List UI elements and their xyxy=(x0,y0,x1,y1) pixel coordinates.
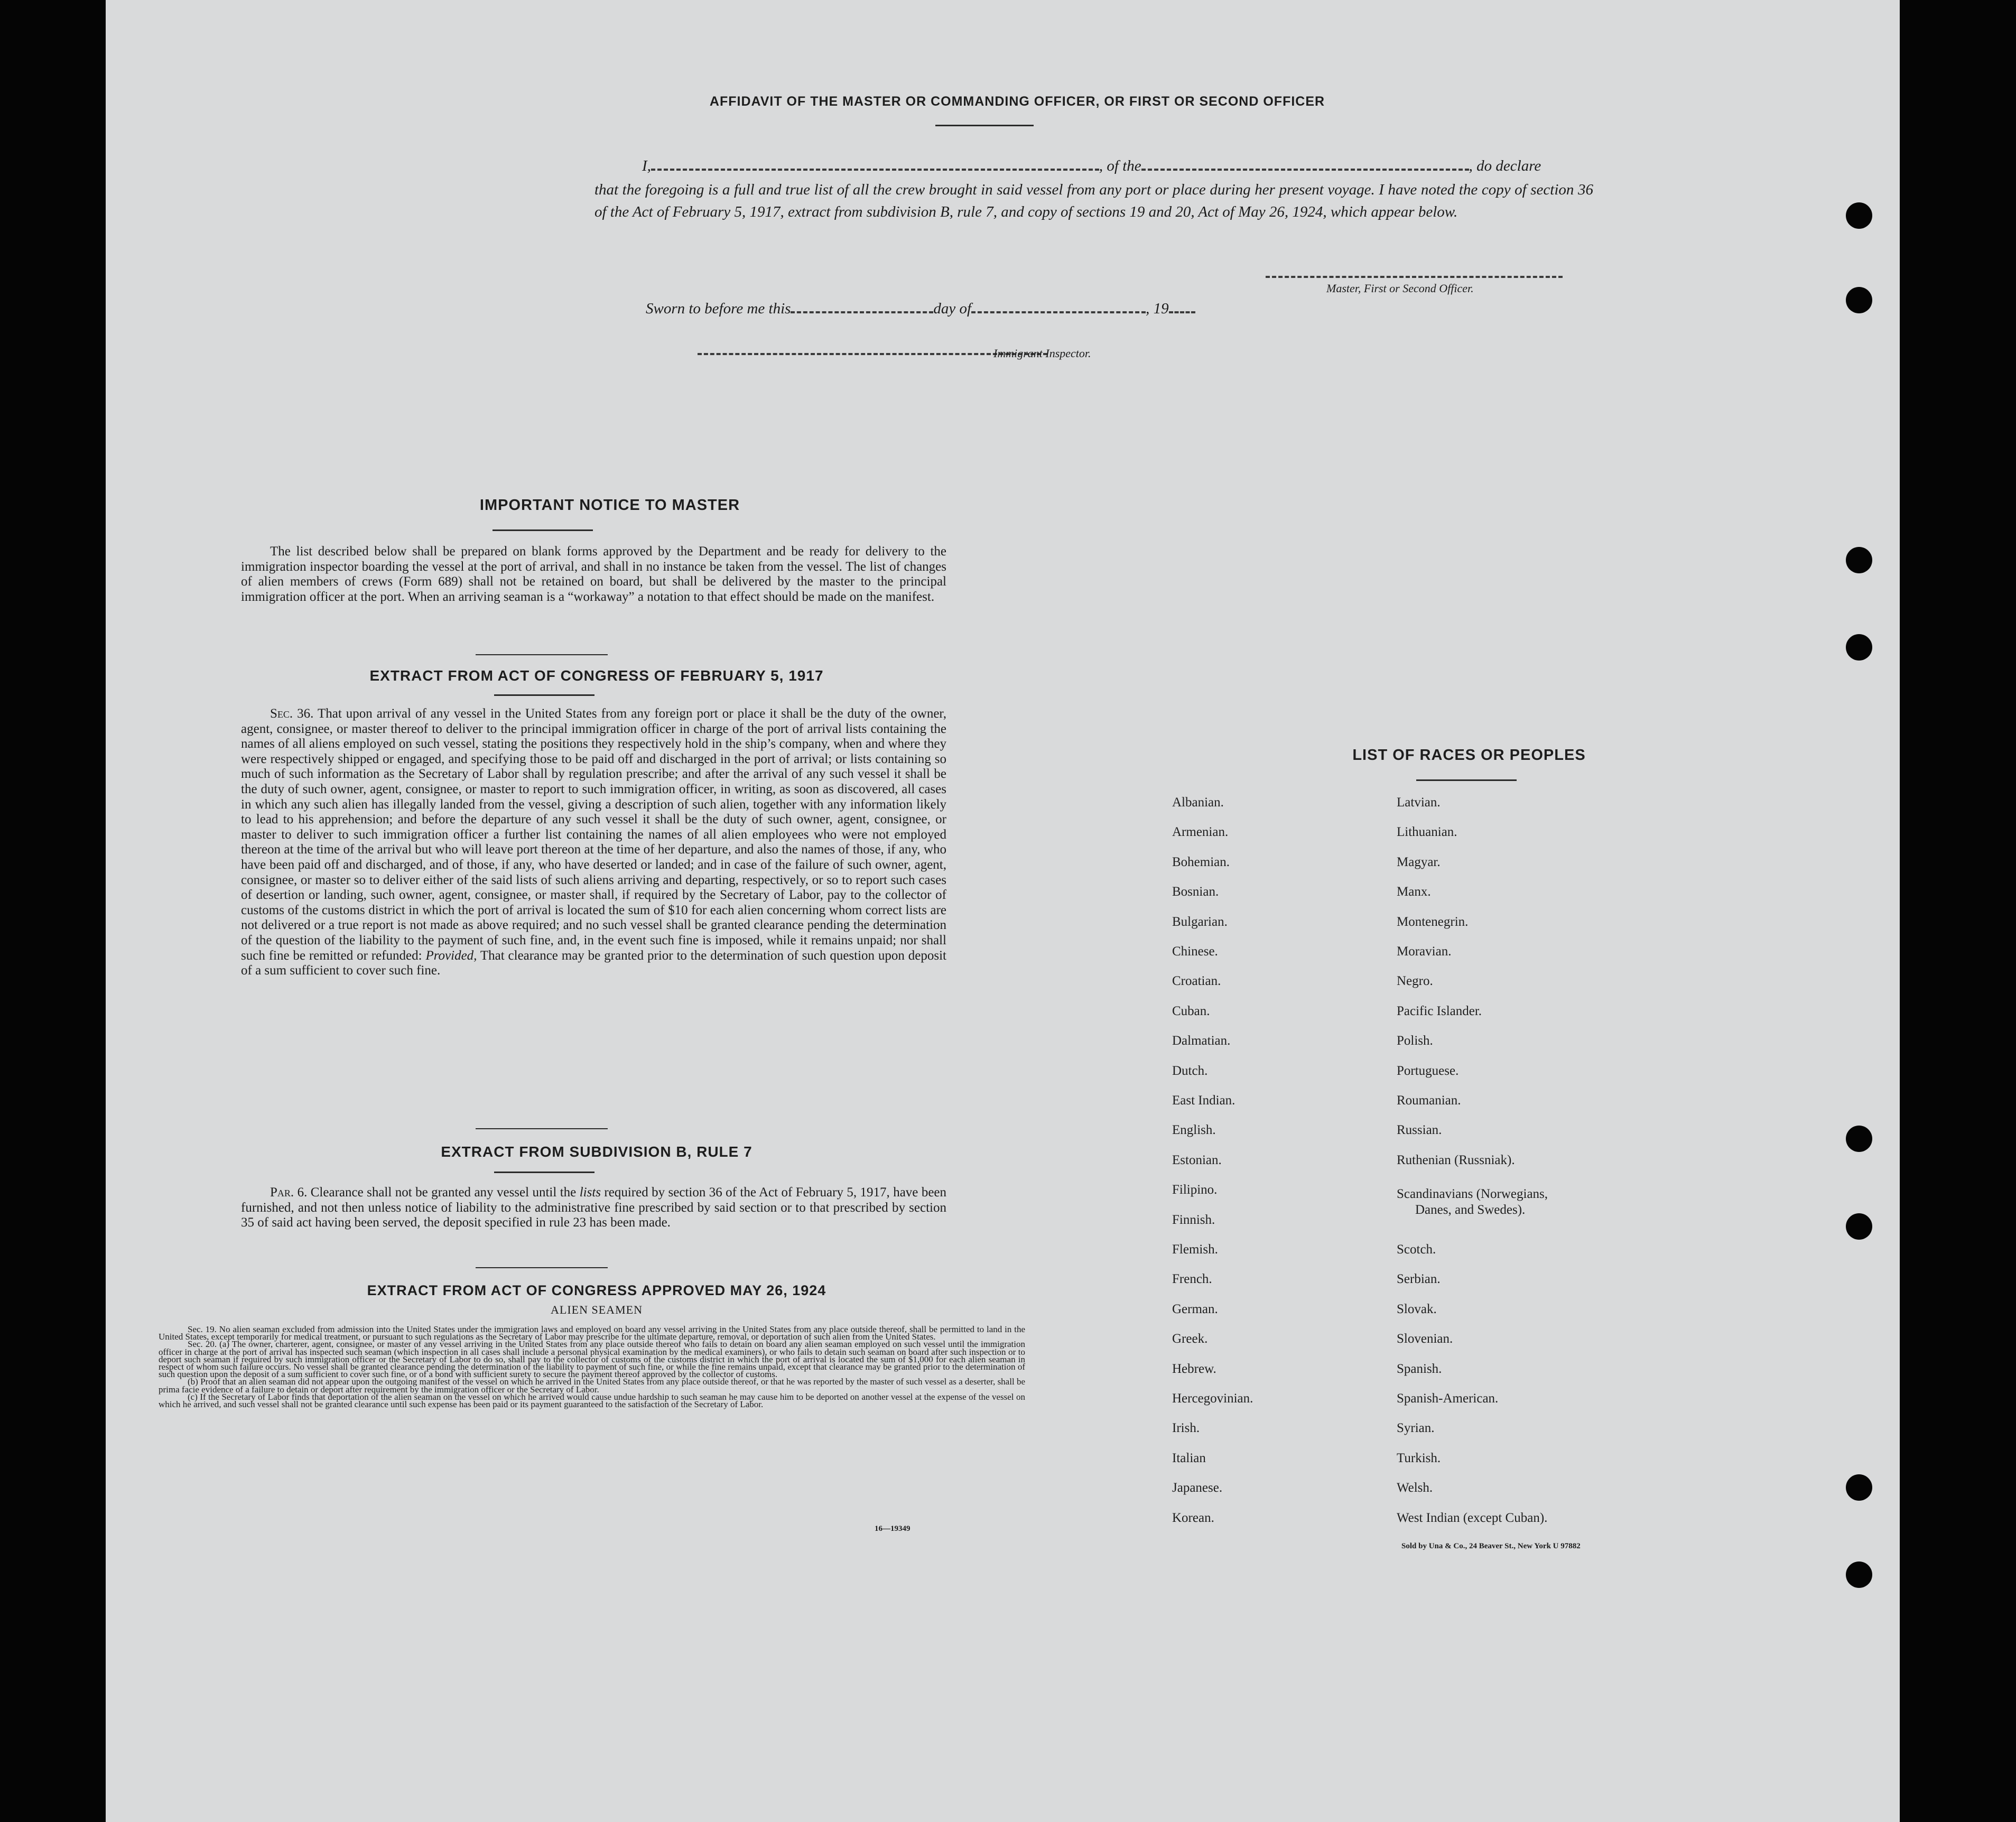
inspector-caption: Immigrant Inspector. xyxy=(993,347,1091,360)
race-item: Portuguese. xyxy=(1397,1064,1459,1078)
rule7-body xyxy=(241,1185,946,1231)
vessel-name-blank xyxy=(1141,168,1469,171)
extract-1924-title: EXTRACT FROM ACT OF CONGRESS APPROVED MAY 26, 1924 xyxy=(367,1282,826,1298)
race-item: Russian. xyxy=(1397,1123,1442,1137)
affidavit-declaration-line xyxy=(642,157,1541,175)
race-item: Italian xyxy=(1172,1451,1206,1465)
race-item: French. xyxy=(1172,1272,1212,1286)
notice-title-rule xyxy=(493,529,593,531)
race-item: Scotch. xyxy=(1397,1242,1436,1257)
races-title-rule xyxy=(1416,779,1517,781)
race-item: Spanish. xyxy=(1397,1362,1442,1376)
punch-hole xyxy=(1846,1474,1872,1501)
affidavit-declare-label: , do declare xyxy=(1469,157,1541,174)
rule7-title-rule xyxy=(494,1172,594,1173)
rule7-title: EXTRACT FROM SUBDIVISION B, RULE 7 xyxy=(441,1144,752,1160)
sec-20a-paragraph: Sec. 20. (a) The owner, charterer, agent, consignee, or master of any vessel arriving in the United States from any place outside thereof who fails to detain on board any alien seaman employed on such vessel until the immigration officer in charge at the port of arrival has inspected such seaman (which inspection in all cases shall include a personal physical examination by the medical examiners), or who fails to detain such seaman on board after such inspection or to deport such seaman if required by such immigration officer or the Secretary of Labor to do so, shall pay to the collector of customs of the customs district in which the port of arrival is located the sum of $1,000 for each alien seaman in respect of whom such failure occurs. No vessel shall be granted clearance pending the determination of the liability to payment of such fine, or while the fine remains unpaid, except that clearance may be granted prior to the determination of such question upon the deposit of a sum sufficient to cover such fine, or of a bond with sufficient surety to secure the payment thereof approved by the collector of customs. xyxy=(159,1339,1025,1380)
race-item: Moravian. xyxy=(1397,944,1452,959)
race-item: Latvian. xyxy=(1397,795,1441,810)
race-item: Welsh. xyxy=(1397,1481,1433,1495)
rule7-end-rule xyxy=(476,1267,608,1268)
affidavit-of-the-label: , of the xyxy=(1099,157,1141,174)
race-item: Slovak. xyxy=(1397,1302,1437,1316)
sec-36-proviso: That clearance may be granted prior to the determination of such question upon deposit of a sum sufficient to cover such fine. xyxy=(241,948,946,978)
race-item: Pacific Islander. xyxy=(1397,1004,1482,1018)
race-item: Danes, and Swedes). xyxy=(1415,1203,1526,1217)
extract-1917-end-rule xyxy=(476,1128,608,1129)
lists-word: lists xyxy=(579,1185,601,1200)
extract-1917-title-rule xyxy=(494,694,594,696)
race-item: Irish. xyxy=(1172,1421,1200,1435)
race-item: Flemish. xyxy=(1172,1242,1218,1257)
affidavit-title: AFFIDAVIT OF THE MASTER OR COMMANDING OFFICER, OR FIRST OR SECOND OFFICER xyxy=(709,94,1325,109)
race-item: Albanian. xyxy=(1172,795,1224,810)
punch-hole xyxy=(1846,1561,1872,1588)
race-item: Bohemian. xyxy=(1172,855,1230,869)
race-item: Armenian. xyxy=(1172,825,1229,839)
race-item: Estonian. xyxy=(1172,1153,1222,1167)
extract-1917-title: EXTRACT FROM ACT OF CONGRESS OF FEBRUARY 5, 1917 xyxy=(369,667,824,684)
extract-1917-body xyxy=(241,707,946,979)
master-signature-line xyxy=(1266,276,1563,278)
master-signature-caption: Master, First or Second Officer. xyxy=(1326,282,1474,295)
document-page xyxy=(106,0,1900,1822)
sworn-month-blank xyxy=(971,310,1146,313)
race-item: Roumanian. xyxy=(1397,1093,1461,1108)
affidavit-i-label: I, xyxy=(642,157,651,174)
par-6-text-b: required by section 36 of the Act of February 5, 1917, have been furnished, and not then unless notice of liability to the administrative fine prescribed by said section or to that prescribed by section 35 of said act having been served, the deposit specified in rule 23 has been made. xyxy=(241,1185,947,1230)
race-item: Ruthenian (Russniak). xyxy=(1397,1153,1515,1167)
par-6-text-a: Clearance shall not be granted any vessel until the xyxy=(310,1185,577,1200)
race-item: Serbian. xyxy=(1397,1272,1441,1286)
race-item: Korean. xyxy=(1172,1511,1214,1525)
alien-seamen-subtitle: ALIEN SEAMEN xyxy=(551,1303,643,1316)
race-item: East Indian. xyxy=(1172,1093,1235,1108)
affidavit-title-rule xyxy=(935,125,1034,126)
race-item: Turkish. xyxy=(1397,1451,1441,1465)
race-item: Magyar. xyxy=(1397,855,1441,869)
sec-36-text: That upon arrival of any vessel in the United States from any foreign port or place it shall be the duty of the owner, agent, consignee, or master thereof to deliver to the principal immigration officer in charge of the port of arrival lists containing the names of all aliens employed on such vessel, stating the positions they respectively hold in the ship’s company, when and where they were respectively shipped or engaged, and specifying those to be paid off and discharged in the port of arrival; or lists containing so much of such information as the Secretary of Labor shall by regulation prescribe; and after the arrival of any such vessel it shall be the duty of such owner, agent, consignee, or master to report to such immigration officer, in writing, as soon as discovered, all cases in which any such alien has illegally landed from the vessel, giving a description of such alien, together with any information likely to lead to his apprehension; and before the departure of any such vessel it shall be the duty of such owner, agent, consignee, or master to deliver to such immigration officer a further list containing the names of all alien employees who were not employed thereon at the time of the arrival but who will leave port thereon at the time of her departure, and also the names of those, if any, who have been paid off and discharged, and of those, if any, who have deserted or landed; and in case of the failure of such owner, agent, consignee, or master so to deliver either of the said lists of such aliens arriving and departing, respectively, or so to report such cases of desertion or landing, such owner, agent, consignee, or master shall, if required by the Secretary of Labor, pay to the collector of customs of the customs district in which the port of arrival is located the sum of $10 for each alien concerning whom correct lists are not delivered or a true report is not made as above required; and no such vessel shall be granted clearance pending the determination of the question of the liability to the payment of such fine, and, in the event such fine is imposed, while it remains unpaid; nor shall such fine be remitted or refunded: xyxy=(241,707,947,963)
notice-title: IMPORTANT NOTICE TO MASTER xyxy=(479,497,740,514)
sec-20b-paragraph: (b) Proof that an alien seaman did not appear upon the outgoing manifest of the vessel on which he arrived in the United States from any place outside thereof, or that he was reported by the master of such vessel as a deserter, shall be prima facie evidence of a failure to detain or deport after requirement by the immigration officer or the Secretary of Labor. xyxy=(159,1377,1025,1395)
sworn-line xyxy=(646,300,1195,318)
sworn-label: Sworn to before me this xyxy=(646,300,791,317)
sec-36-label: Sec. 36. xyxy=(270,707,314,721)
printer-footer: Sold by Una & Co., 24 Beaver St., New York U 97882 xyxy=(1401,1542,1581,1550)
race-item: Manx. xyxy=(1397,885,1431,899)
race-item: Bosnian. xyxy=(1172,885,1219,899)
race-item: Syrian. xyxy=(1397,1421,1435,1435)
race-item: Greek. xyxy=(1172,1332,1208,1346)
punch-hole xyxy=(1846,1213,1872,1240)
race-item: West Indian (except Cuban). xyxy=(1397,1511,1548,1525)
punch-hole xyxy=(1846,202,1872,229)
race-item: Cuban. xyxy=(1172,1004,1210,1018)
race-item: Scandinavians (Norwegians, xyxy=(1397,1187,1548,1201)
sworn-year-label: , 19 xyxy=(1146,300,1169,317)
race-item: Bulgarian. xyxy=(1172,915,1228,929)
race-item: Hercegovinian. xyxy=(1172,1391,1253,1406)
punch-hole xyxy=(1846,547,1872,573)
race-item: Spanish-American. xyxy=(1397,1391,1499,1406)
notice-body: The list described below shall be prepared on blank forms approved by the Department and be ready for delivery to the immigration inspector boarding the vessel at the port of arrival, and shall in no instance be taken from the vessel. The list of changes of alien members of crews (Form 689) shall not be retained on board, but shall be delivered by the master to the principal immigration officer at the port. When an arriving seaman is a “workaway” a notation to that effect should be made on the manifest. xyxy=(241,544,946,604)
races-title: LIST OF RACES OR PEOPLES xyxy=(1352,747,1586,764)
sec-19-paragraph: Sec. 19. No alien seaman excluded from admission into the United States under the immigration laws and employed on board any vessel arriving in the United States from any place outside thereof, shall be permitted to land in the United States, except temporarily for medical treatment, or pursuant to such regulations as the Secretary of Labor may prescribe for the ultimate departure, removal, or deportation of such alien from the United States. xyxy=(159,1324,1025,1342)
race-item: Montenegrin. xyxy=(1397,915,1469,929)
provided-label: Provided, xyxy=(425,948,477,963)
race-item: Dutch. xyxy=(1172,1064,1208,1078)
race-item: Polish. xyxy=(1397,1034,1433,1048)
race-item: Chinese. xyxy=(1172,944,1218,959)
notice-end-rule xyxy=(476,654,608,655)
extract-1924-body xyxy=(159,1326,1025,1408)
race-item: Slovenian. xyxy=(1397,1332,1453,1346)
master-name-blank xyxy=(651,168,1099,171)
race-item: English. xyxy=(1172,1123,1216,1137)
sec-20c-paragraph: (c) If the Secretary of Labor finds that deportation of the alien seaman on the vessel on which he arrived would cause undue hardship to such seaman he may cause him to be deported on another vessel at the expense of the vessel on which he arrived, and such vessel shall not be granted clearance until such expense has been paid or its payment guaranteed to the satisfaction of the Secretary of Labor. xyxy=(159,1391,1025,1410)
affidavit-body: that the foregoing is a full and true list of all the crew brought in said vessel from any port or place during her present voyage. I have noted the copy of section 36 of the Act of February 5, 1917, extract from subdivision B, rule 7, and copy of sections 19 and 20, Act of May 26, 1924, which appear below. xyxy=(594,181,1593,220)
race-item: Dalmatian. xyxy=(1172,1034,1231,1048)
race-item: Negro. xyxy=(1397,974,1433,988)
form-number: 16—19349 xyxy=(875,1524,911,1533)
par-6-label: Par. 6. xyxy=(270,1185,308,1200)
race-item: Lithuanian. xyxy=(1397,825,1457,839)
race-item: Filipino. xyxy=(1172,1183,1218,1197)
race-item: Japanese. xyxy=(1172,1481,1223,1495)
race-item: Croatian. xyxy=(1172,974,1221,988)
sworn-day-of-label: day of xyxy=(933,300,972,317)
punch-hole xyxy=(1846,287,1872,313)
punch-hole xyxy=(1846,1126,1872,1152)
sworn-year-blank xyxy=(1169,310,1195,313)
race-item: Hebrew. xyxy=(1172,1362,1216,1376)
race-item: Finnish. xyxy=(1172,1213,1215,1227)
sworn-day-blank xyxy=(791,310,933,313)
punch-hole xyxy=(1846,634,1872,661)
race-item: German. xyxy=(1172,1302,1218,1316)
